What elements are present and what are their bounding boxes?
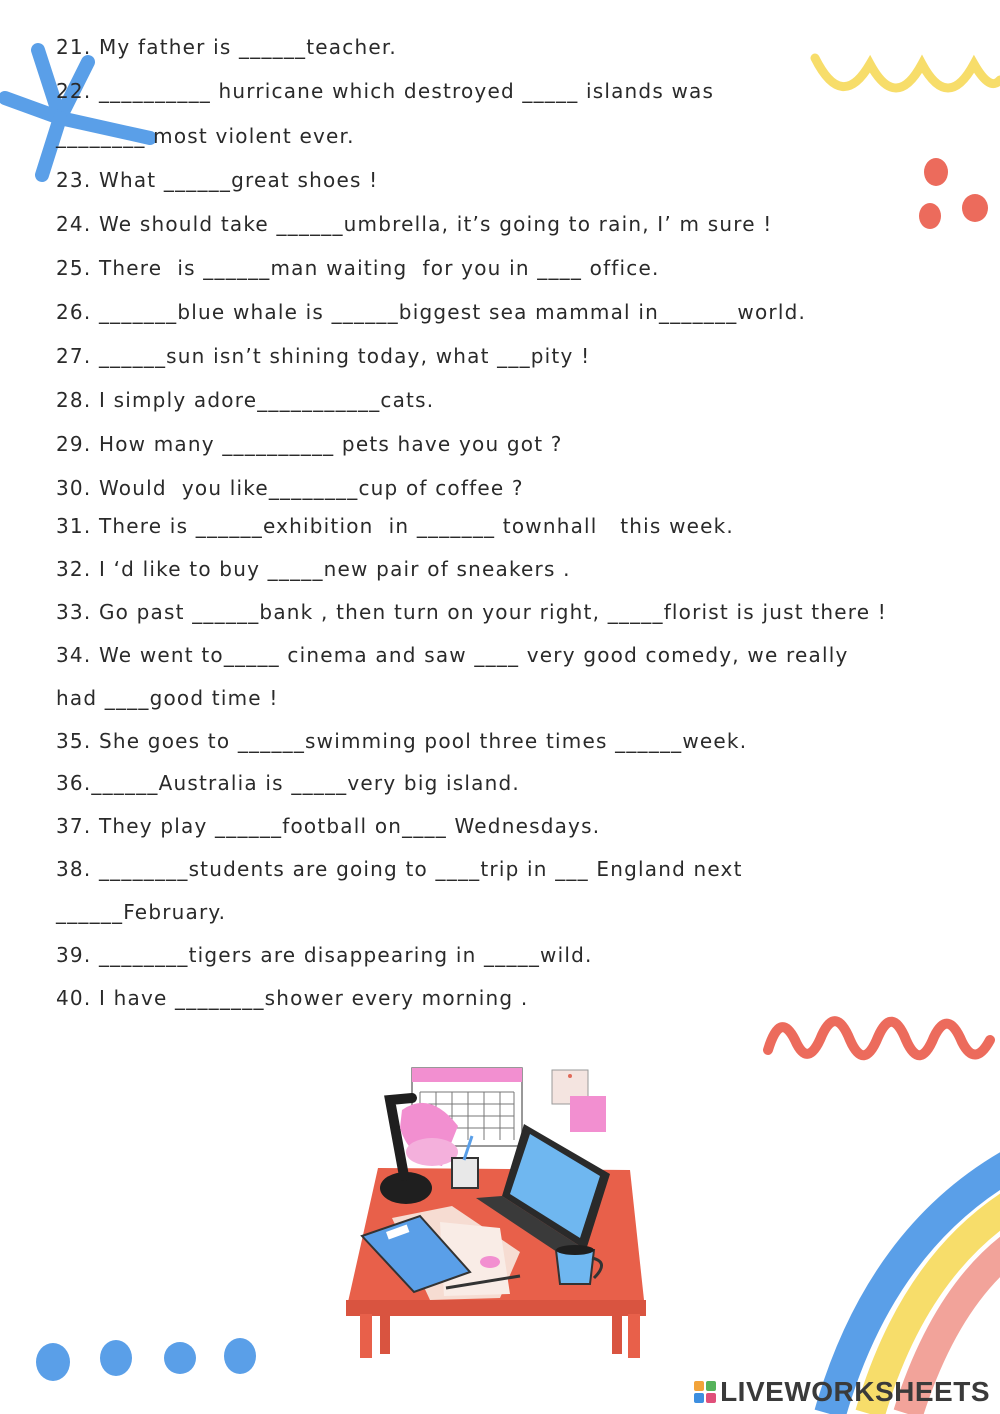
exercise-line: 34. We went to_____ cinema and saw ____ very good comedy, we really: [56, 643, 849, 667]
exercise-line: 27. ______sun isn’t shining today, what ___pity !: [56, 344, 591, 368]
exercise-line: 21. My father is ______teacher.: [56, 35, 397, 59]
exercise-line: 26. _______blue whale is ______biggest sea mammal in_______world.: [56, 300, 807, 324]
coral-wave-icon: [768, 1021, 990, 1055]
logo-mark-icon: [694, 1381, 716, 1403]
exercise-line: 29. How many __________ pets have you got ?: [56, 432, 563, 456]
exercise-line: 38. ________students are going to ____trip in ___ England next: [56, 857, 743, 881]
exercise-line: ________ most violent ever.: [56, 124, 355, 148]
exercise-line: 31. There is ______exhibition in _______ townhall this week.: [56, 514, 734, 538]
exercise-line: 36.______Australia is _____very big island.: [56, 771, 520, 795]
exercise-line: 37. They play ______football on____ Wednesdays.: [56, 814, 601, 838]
exercise-line: 30. Would you like________cup of coffee ?: [56, 476, 524, 500]
exercise-line: 40. I have ________shower every morning .: [56, 986, 529, 1010]
exercise-line: 22. __________ hurricane which destroyed _____ islands was: [56, 79, 715, 103]
exercise-line: had ____good time !: [56, 686, 279, 710]
exercise-line: 24. We should take ______umbrella, it’s going to rain, I’ m sure !: [56, 212, 773, 236]
exercise-line: 25. There is ______man waiting for you in ____ office.: [56, 256, 660, 280]
coral-dots-icon: [919, 158, 988, 229]
blue-dots-icon: [36, 1338, 256, 1381]
exercise-line: 33. Go past ______bank , then turn on your right, _____florist is just there !: [56, 600, 887, 624]
liveworksheets-logo[interactable]: [694, 1376, 990, 1408]
starburst-icon: [5, 50, 150, 175]
exercise-line: 35. She goes to ______swimming pool three times ______week.: [56, 729, 748, 753]
desk-illustration: [346, 1068, 646, 1358]
exercise-line: 23. What ______great shoes !: [56, 168, 379, 192]
logo-text: LIVEWORKSHEETS: [720, 1376, 990, 1407]
exercise-line: 39. ________tigers are disappearing in _____wild.: [56, 943, 593, 967]
exercise-line: 32. I ‘d like to buy _____new pair of sneakers .: [56, 557, 571, 581]
exercise-line: 28. I simply adore___________cats.: [56, 388, 435, 412]
yellow-wave-icon: [815, 58, 1000, 88]
exercise-line: ______February.: [56, 900, 227, 924]
